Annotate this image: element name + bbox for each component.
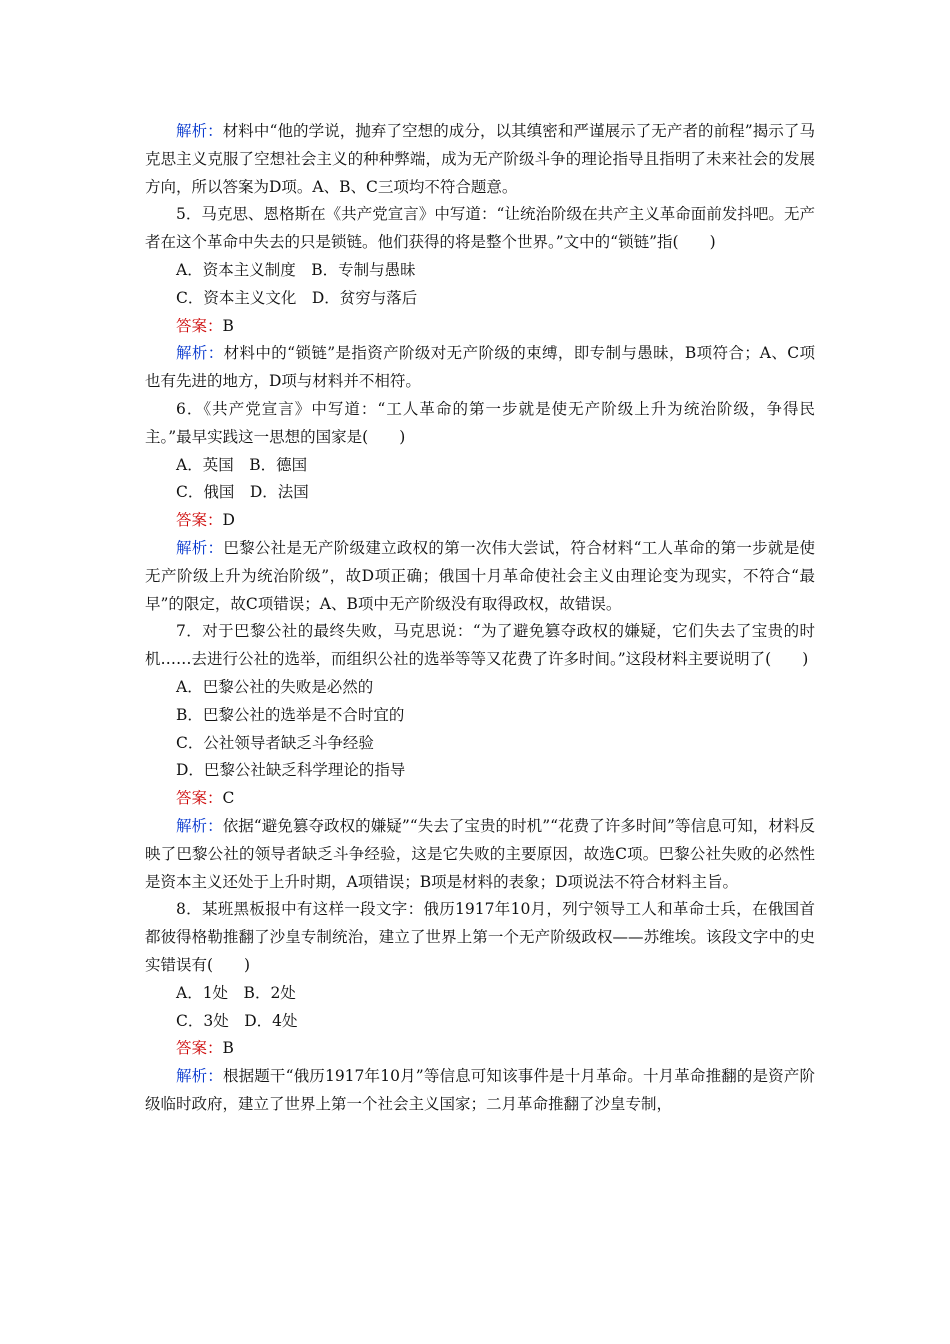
question-6: 6．《共产党宣言》中写道：“工人革命的第一步就是使无产阶级上升为统治阶级，争得民主。”最早实践这一思想的国家是( ) (145, 399, 815, 446)
question-8-options-2: C．3处 D．4处 (176, 1011, 298, 1030)
answer-value: C (222, 789, 235, 808)
question-7-option-b: B．巴黎公社的选举是不合时宜的 (176, 705, 405, 724)
analysis-q6 (145, 535, 815, 618)
question-6-options-2: C．俄国 D．法国 (176, 483, 309, 502)
analysis-q8 (145, 1063, 815, 1119)
question-7-option-a: A．巴黎公社的失败是必然的 (176, 677, 374, 696)
answer-value: B (222, 316, 234, 335)
analysis-text: 根据题干“俄历1917年10月”等信息可知该事件是十月革命。十月革命推翻的是资产阶级临时政府，建立了世界上第一个社会主义国家；二月革命推翻了沙皇专制， (145, 1067, 815, 1113)
analysis-text: 巴黎公社是无产阶级建立政权的第一次伟大尝试，符合材料“工人革命的第一步就是使无产阶级上升为统治阶级”，故D项正确；俄国十月革命使社会主义由理论变为现实，不符合“最早”的限定，故C项错误；A、B项中无产阶级没有取得政权，故错误。 (145, 538, 815, 613)
analysis-label: 解析： (176, 816, 223, 835)
question-5-options-1: A．资本主义制度 B．专制与愚昧 (176, 260, 416, 279)
analysis-q4 (145, 118, 815, 201)
answer-q8 (145, 1035, 815, 1063)
analysis-label: 解析： (176, 1067, 223, 1086)
answer-label: 答案： (176, 511, 223, 530)
answer-label: 答案： (176, 316, 223, 335)
analysis-text: 材料中“他的学说，抛弃了空想的成分，以其缜密和严谨展示了无产者的前程”揭示了马克思主义克服了空想社会主义的种种弊端，成为无产阶级斗争的理论指导且指明了未来社会的发展方向，所以答案为D项。A、B、C三项均不符合题意。 (145, 122, 815, 196)
answer-q6 (145, 507, 815, 535)
question-8: 8．某班黑板报中有这样一段文字：俄历1917年10月，列宁领导工人和革命士兵，在俄国首都彼得格勒推翻了沙皇专制统治，建立了世界上第一个无产阶级政权——苏维埃。该段文字中的史实错误有( ) (145, 900, 815, 974)
answer-q7 (145, 785, 815, 813)
answer-label: 答案： (176, 789, 223, 808)
answer-value: D (222, 511, 235, 530)
analysis-text: 材料中的“锁链”是指资产阶级对无产阶级的束缚，即专制与愚昧，B项符合；A、C项也有先进的地方，D项与材料并不相符。 (145, 344, 815, 391)
analysis-q5 (145, 340, 815, 396)
question-6-options-1: A．英国 B．德国 (176, 455, 308, 474)
question-8-options-1: A．1处 B．2处 (176, 983, 296, 1002)
question-5-options-2: C．资本主义文化 D．贫穷与落后 (176, 288, 418, 307)
analysis-label: 解析： (176, 122, 223, 140)
analysis-q7 (145, 813, 815, 896)
question-7: 7．对于巴黎公社的最终失败，马克思说：“为了避免篡夺政权的嫌疑，它们失去了宝贵的时机……去进行公社的选举，而组织公社的选举等等又花费了许多时间。”这段材料主要说明了( ) (145, 622, 815, 669)
answer-label: 答案： (176, 1039, 223, 1058)
question-5: 5．马克思、恩格斯在《共产党宣言》中写道：“让统治阶级在共产主义革命面前发抖吧。无产者在这个革命中失去的只是锁链。他们获得的将是整个世界。”文中的“锁链”指( ) (145, 205, 815, 252)
answer-q5 (145, 313, 815, 341)
analysis-label: 解析： (176, 538, 224, 557)
question-7-option-d: D．巴黎公社缺乏科学理论的指导 (176, 761, 406, 780)
answer-value: B (222, 1039, 234, 1058)
analysis-label: 解析： (176, 344, 224, 363)
question-7-option-c: C．公社领导者缺乏斗争经验 (176, 733, 374, 752)
analysis-text: 依据“避免篡夺政权的嫌疑”“失去了宝贵的时机”“花费了许多时间”等信息可知，材料反映了巴黎公社的领导者缺乏斗争经验，这是它失败的主要原因，故选C项。巴黎公社失败的必然性是资本主义还处于上升时期，A项错误；B项是材料的表象；D项说法不符合材料主旨。 (145, 816, 815, 891)
document-page (145, 118, 815, 1119)
